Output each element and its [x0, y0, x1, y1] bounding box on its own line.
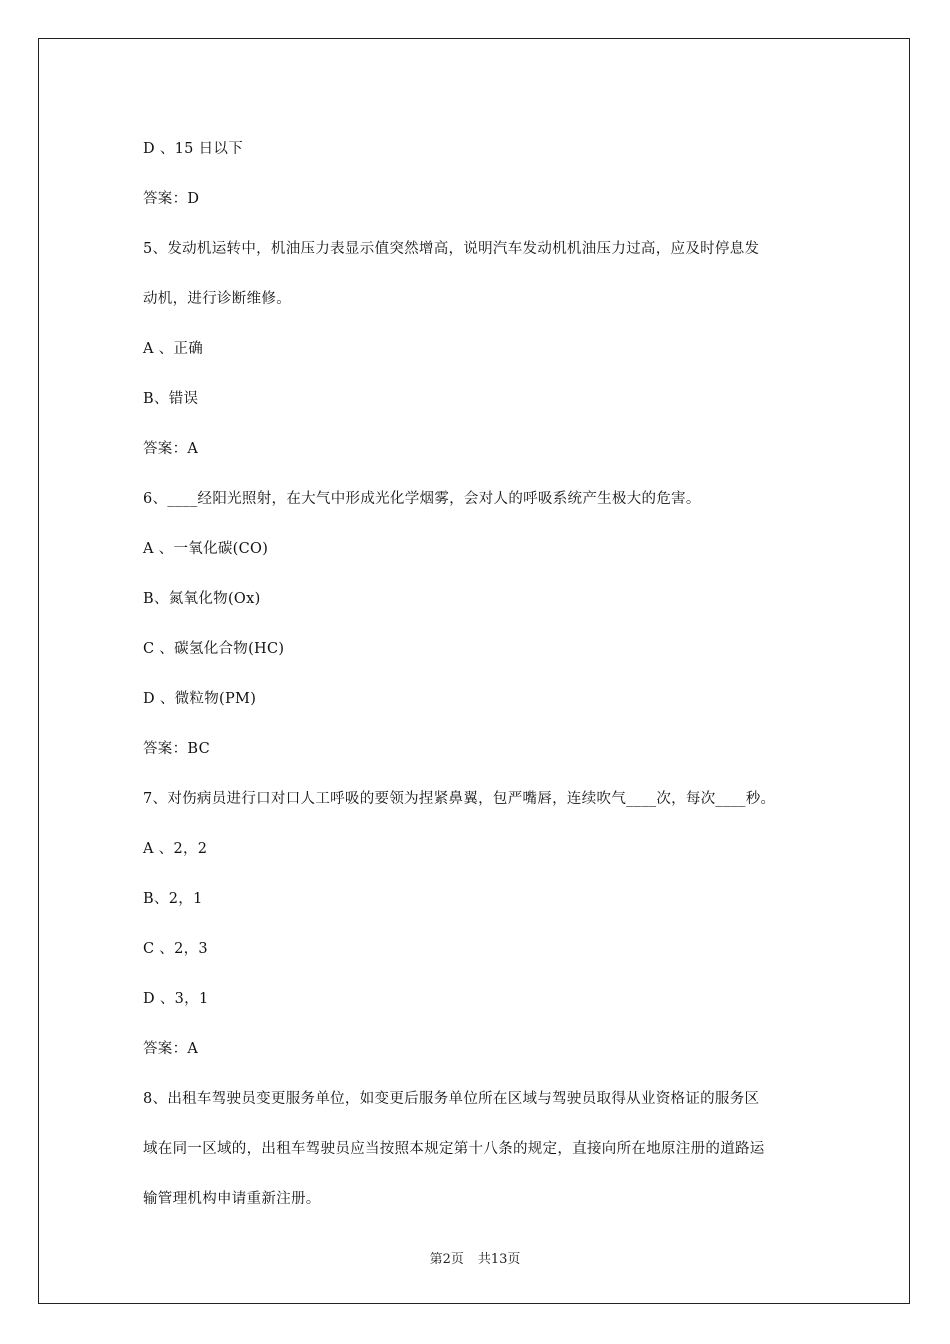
question-8-line-1: 8、出租车驾驶员变更服务单位，如变更后服务单位所在区域与驾驶员取得从业资格证的服务区: [143, 1091, 760, 1107]
option-b-q5: B、错误: [143, 391, 199, 407]
option-c-q7: C 、2，3: [143, 941, 208, 957]
option-d-q6: D 、微粒物(PM): [143, 691, 257, 707]
question-8-line-2: 域在同一区域的，出租车驾驶员应当按照本规定第十八条的规定，直接向所在地原注册的道路运: [143, 1141, 765, 1157]
question-8-line-3: 输管理机构申请重新注册。: [143, 1191, 321, 1207]
page-number: 第2页: [429, 1252, 464, 1267]
answer-q4: 答案：D: [143, 191, 200, 207]
answer-q5: 答案：A: [143, 441, 199, 457]
option-b-q6: B、氮氧化物(Ox): [143, 591, 261, 607]
question-7: 7、对伤病员进行口对口人工呼吸的要领为捏紧鼻翼，包严嘴唇，连续吹气____次，每次____秒。: [143, 791, 776, 807]
answer-q6: 答案：BC: [143, 741, 211, 757]
document-body: [143, 124, 813, 1224]
option-b-q7: B、2，1: [143, 891, 203, 907]
option-a-q6: A 、一氧化碳(CO): [143, 541, 269, 557]
option-c-q6: C 、碳氢化合物(HC): [143, 641, 285, 657]
question-5-line-2: 动机，进行诊断维修。: [143, 291, 291, 307]
option-d-q7: D 、3，1: [143, 991, 209, 1007]
page-total: 共13页: [477, 1252, 521, 1267]
question-5-line-1: 5、发动机运转中，机油压力表显示值突然增高，说明汽车发动机机油压力过高，应及时停息发: [143, 241, 760, 257]
question-6: 6、____经阳光照射，在大气中形成光化学烟雾，会对人的呼吸系统产生极大的危害。: [143, 491, 701, 507]
option-d-q4: D 、15 日以下: [143, 141, 243, 157]
answer-q7: 答案：A: [143, 1041, 199, 1057]
page-footer: [0, 1248, 950, 1267]
option-a-q5: A 、正确: [143, 341, 204, 357]
option-a-q7: A 、2，2: [143, 841, 208, 857]
